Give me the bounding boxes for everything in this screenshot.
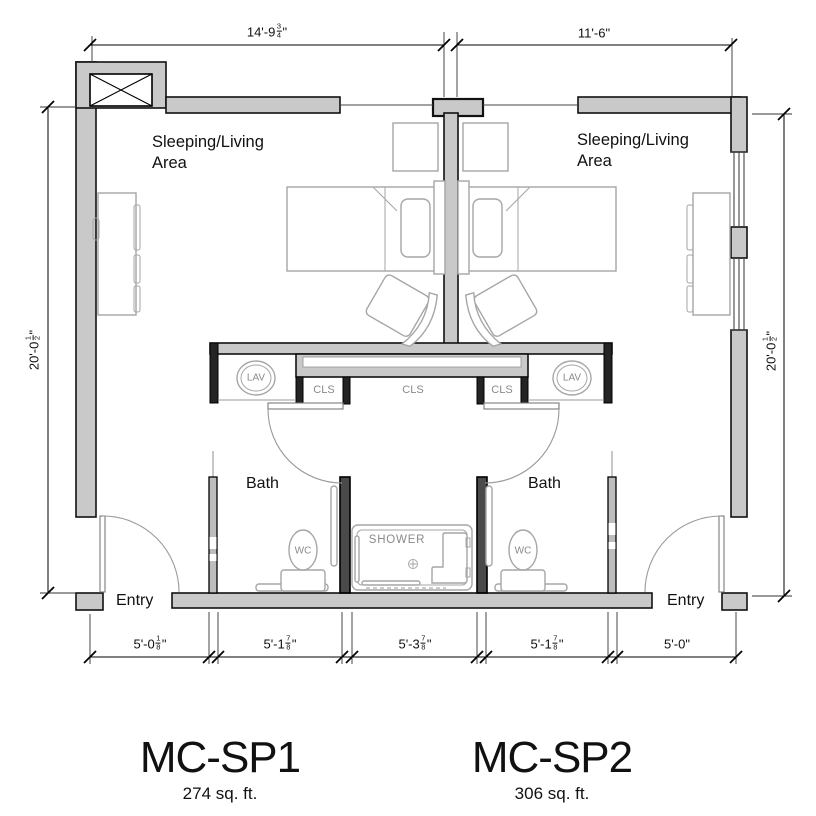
dresser-left	[98, 193, 136, 315]
armchair-right	[459, 268, 542, 351]
furniture-left-unit	[93, 123, 445, 351]
plan1-name: MC-SP1	[139, 733, 301, 782]
dim-text: 20'-0	[26, 341, 42, 371]
entry-door-left-leaf	[100, 516, 105, 592]
entry-door-left-swing	[103, 516, 179, 592]
core-right-cap	[604, 343, 612, 403]
plan1-title-block	[100, 735, 340, 804]
nightstand-left	[393, 123, 438, 171]
bottom-wall	[172, 593, 652, 608]
shower-grab-bar-horizontal	[362, 581, 420, 585]
frac-den: 2	[769, 336, 779, 342]
armchair-left	[360, 268, 443, 351]
dim-text: 14'-9	[246, 24, 276, 40]
sleeping-living-label-right	[577, 130, 689, 172]
closet-label-left: CLS	[313, 384, 335, 396]
plan2-title-block	[432, 735, 672, 804]
dim-suffix: "	[291, 636, 297, 652]
frac-num: 7	[553, 633, 558, 643]
room-label-line: Area	[577, 152, 612, 170]
dim-suffix: "	[763, 330, 779, 336]
frac-num: 1	[760, 336, 770, 342]
bed-headboard	[458, 181, 469, 274]
bed-pillow	[473, 199, 502, 257]
dim-bottom-5	[664, 637, 690, 652]
lav-label-right: LAV	[562, 372, 582, 384]
closet-divider	[477, 377, 484, 404]
dim-text: 5'-1	[263, 636, 285, 652]
room-label-line: Sleeping/Living	[152, 133, 264, 151]
dim-top-left	[246, 21, 288, 41]
dim-fraction	[156, 635, 161, 652]
wc-label-left: WC	[294, 545, 312, 557]
frac-den: 2	[32, 335, 42, 341]
closet-divider	[521, 377, 528, 404]
partition-gap	[210, 537, 217, 549]
dim-bottom-2	[263, 633, 297, 653]
dim-bottom-4	[530, 633, 564, 653]
dim-fraction	[421, 635, 426, 652]
dresser-right	[693, 193, 730, 315]
frac-num: 3	[276, 21, 282, 31]
dim-fraction	[762, 336, 779, 341]
dim-fraction	[276, 23, 281, 40]
dim-suffix: "	[558, 636, 564, 652]
toilet-left	[256, 530, 328, 591]
dim-fraction	[25, 335, 42, 340]
shower-grab-bar-vertical	[355, 536, 359, 582]
wc-label-right: WC	[514, 545, 532, 557]
dim-suffix: "	[426, 636, 432, 652]
dim-left-side	[23, 329, 43, 371]
plan2-name: MC-SP2	[471, 733, 633, 782]
bath-door-right-leaf	[484, 403, 559, 409]
room-label-line: Sleeping/Living	[577, 131, 689, 149]
plan2-area: 306 sq. ft.	[514, 784, 590, 804]
center-dividing-wall	[444, 113, 458, 345]
frac-den: 8	[553, 642, 558, 652]
bath-door-left-swing	[268, 409, 342, 483]
right-wall-top	[731, 97, 747, 152]
frac-den: 8	[421, 642, 426, 652]
room-label-line: Area	[152, 154, 187, 172]
right-wall-window-mullion	[731, 227, 747, 258]
core-left-cap	[210, 343, 218, 403]
top-wall-right-segment	[578, 97, 740, 113]
dim-right-side	[760, 330, 780, 372]
partition-gap	[609, 542, 616, 549]
toilet-tank	[501, 570, 545, 591]
dim-text: 11'-6"	[577, 25, 611, 41]
bed-pillow	[401, 199, 430, 257]
bottom-right-wall-return	[722, 593, 747, 610]
bath-label-left: Bath	[246, 475, 279, 492]
core-shelf-slot	[303, 357, 521, 367]
entry-label-right: Entry	[667, 592, 705, 609]
toilet-tank	[281, 570, 325, 591]
dim-text: 5'-0"	[664, 636, 690, 652]
dim-bottom-1	[133, 633, 167, 653]
dim-suffix: "	[282, 24, 288, 40]
bath-door-right-swing	[485, 409, 559, 483]
bath-label-right: Bath	[528, 475, 561, 492]
bottom-left-wall-return	[76, 593, 103, 610]
frac-num: 7	[421, 633, 426, 643]
nightstand-right	[463, 123, 508, 171]
dim-text: 5'-1	[530, 636, 552, 652]
closet-divider	[296, 377, 303, 404]
toilet-right	[495, 530, 567, 591]
bath-partition-left	[209, 477, 217, 593]
shower-label: SHOWER	[368, 534, 426, 546]
dim-text: 5'-3	[398, 636, 420, 652]
dim-suffix: "	[161, 636, 167, 652]
top-wall-left-segment	[166, 97, 340, 113]
closet-label-right: CLS	[491, 384, 513, 396]
frac-den: 8	[286, 642, 291, 652]
shower-wall-left	[340, 477, 350, 593]
entry-door-right-swing	[645, 516, 721, 592]
frac-num: 7	[286, 633, 291, 643]
bath-door-left-leaf	[268, 403, 343, 409]
plan1-area: 274 sq. ft.	[182, 784, 258, 804]
dim-fraction	[553, 635, 558, 652]
frac-den: 8	[156, 642, 161, 652]
dresser-handle	[687, 205, 693, 250]
dim-fraction	[286, 635, 291, 652]
dim-suffix: "	[26, 329, 42, 335]
frac-den: 4	[276, 30, 282, 40]
left-wall	[76, 62, 96, 517]
partition-gap	[609, 523, 616, 535]
dresser-handle	[687, 255, 693, 283]
frac-num: 1	[23, 335, 33, 341]
dim-top-right	[578, 26, 610, 41]
chase-box	[90, 74, 152, 106]
closet-label-middle: CLS	[402, 384, 424, 396]
entry-label-left: Entry	[116, 592, 154, 609]
dresser-handle	[687, 286, 693, 312]
dim-text: 5'-0	[133, 636, 155, 652]
frac-num: 1	[156, 633, 161, 643]
sleeping-living-label-left	[152, 132, 264, 174]
partition-gap	[210, 554, 217, 561]
dim-text: 20'-0	[763, 342, 779, 372]
grab-bar-left	[331, 486, 337, 566]
entry-door-right-leaf	[719, 516, 724, 592]
closet-divider	[343, 377, 350, 404]
lav-label-left: LAV	[246, 372, 266, 384]
bed-headboard	[434, 181, 445, 274]
grab-bar-right	[486, 486, 492, 566]
right-wall-lower	[731, 330, 747, 517]
dim-bottom-3	[398, 633, 432, 653]
